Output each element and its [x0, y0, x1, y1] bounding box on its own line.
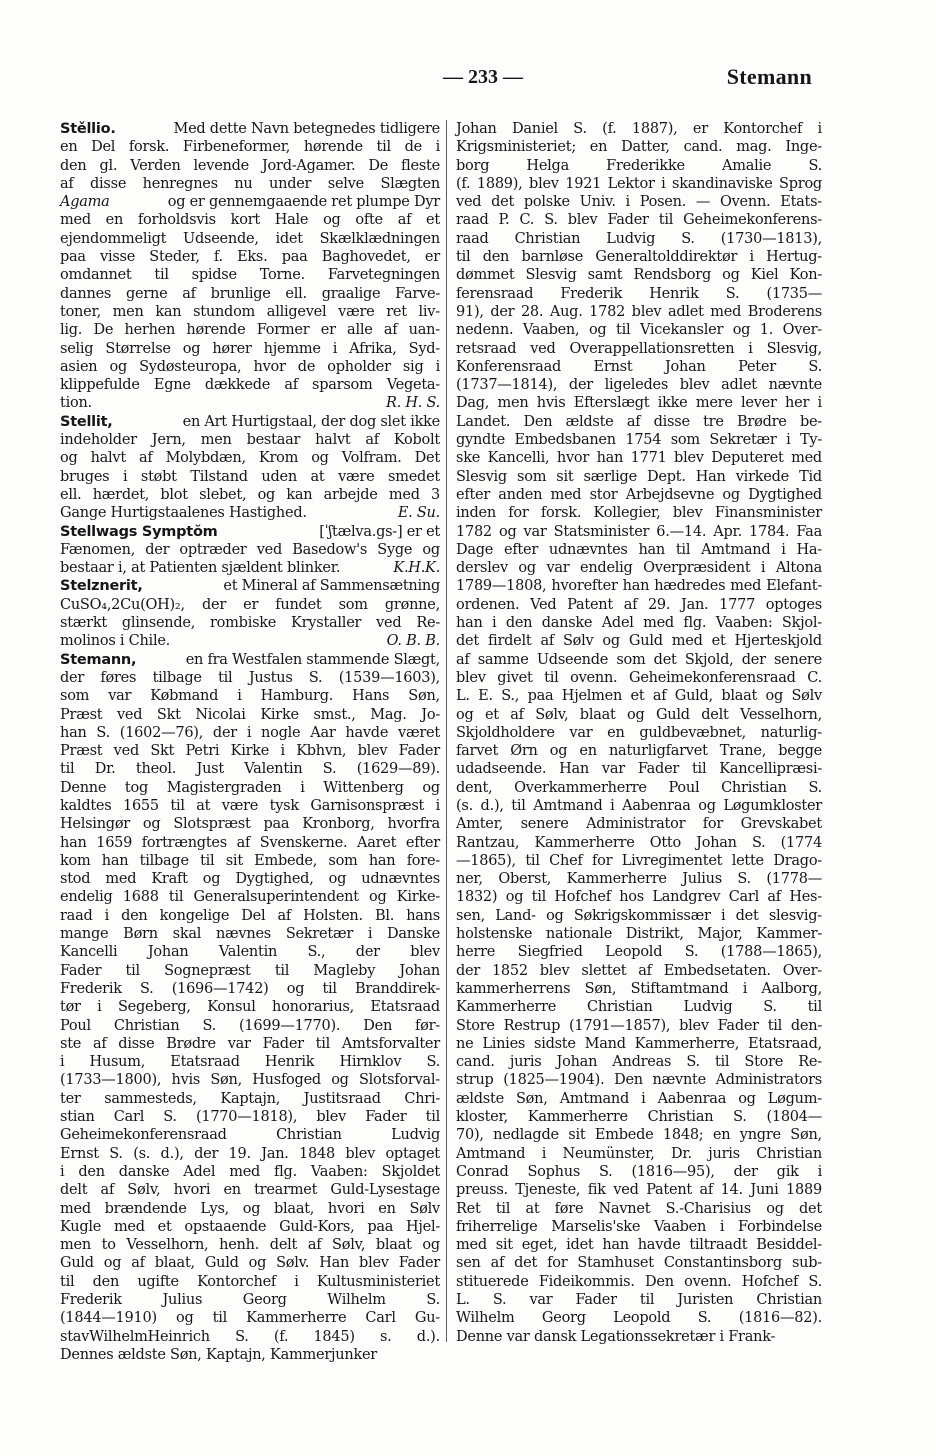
- text-line: Stelznerit, et Mineral af Sammensætning: [60, 578, 440, 595]
- text-line: 1832) og til Hofchef hos Landgrev Carl af Hes-: [456, 889, 822, 906]
- text-line: Helsingør og Slotspræst paa Kronborg, hvorfra: [60, 816, 440, 833]
- text-line: der føres tilbage til Justus S. (1539—1603),: [60, 669, 440, 686]
- text-line: Krigsministeriet; en Datter, cand. mag. Inge-: [456, 139, 822, 156]
- text-line: Denne var dansk Legationssekretær i Frank-: [456, 1328, 776, 1345]
- text-line: gyndte Embedsbanen 1754 som Sekretær i Ty-: [456, 432, 822, 449]
- text-line: Johan Daniel S. (f. 1887), er Kontorchef i: [456, 121, 822, 137]
- text-line: til den ugifte Kontorchef i Kultusministeriet: [60, 1273, 440, 1290]
- text-line: den gl. Verden levende Jord-Agamer. De fleste: [60, 157, 440, 174]
- headword-stellit: Stellit,: [60, 413, 113, 430]
- text-line: raad i den kongelige Del af Holsten. Bl. hans: [60, 907, 440, 924]
- headword-stellio: Stěllio.: [60, 121, 116, 137]
- text-line: ter sammesteds, Kaptajn, Justitsraad Chri-: [60, 1090, 440, 1107]
- text-line: Konferensraad Ernst Johan Peter S.: [456, 358, 822, 375]
- text-line: stituerede Fideikommis. Den ovenn. Hofchef S.: [456, 1273, 822, 1290]
- text-line: til Dr. theol. Just Valentin S. (1629—89).: [60, 761, 440, 778]
- text-line: ner, Oberst, Kammerherre Julius S. (1778—: [456, 871, 822, 888]
- text-line: Dennes ældste Søn, Kaptajn, Kammerjunker: [60, 1346, 377, 1363]
- text-line: ste af disse Brødre var Fader til Amtsforvalter: [60, 1035, 440, 1052]
- text-line: derslev og var endelig Overpræsident i Altona: [456, 560, 822, 577]
- text-line: sen, Land- og Søkrigskommissær i det slesvig-: [456, 907, 822, 924]
- text-line: Kugle med et opstaaende Guld-Kors, paa Hjel-: [60, 1218, 440, 1235]
- text-line: Stemann, en fra Westfalen stammende Slægt,: [60, 651, 440, 668]
- column-divider: [446, 120, 447, 1342]
- text-line: herre Siegfried Leopold S. (1788—1865),: [456, 944, 822, 961]
- text-line: kaldtes 1655 til at være tysk Garnisonspræst i: [60, 797, 440, 814]
- text-line: L. S. var Fader til Juristen Christian: [456, 1292, 822, 1308]
- left-column: [60, 120, 440, 1364]
- text-line: ferensraad Frederik Henrik S. (1735—: [456, 285, 822, 302]
- text-line: og halvt af Molybdæn, Krom og Volfram. Det: [60, 450, 440, 467]
- text-line: preuss. Tjeneste, fik ved Patent af 14. Juni 1889: [456, 1182, 822, 1199]
- text-line: mange Børn skal nævnes Sekretær i Danske: [60, 926, 440, 943]
- text-line: kammerherrens Søn, Stiftamtmand i Aalborg,: [456, 980, 822, 997]
- text-line: Amter, senere Administrator for Grevskabet: [456, 816, 822, 833]
- text-line: han i den danske Adel med flg. Vaaben: Skjol-: [456, 615, 822, 632]
- text-line: bestaar i, at Patienten sjældent blinker. K.H.K.: [60, 560, 440, 577]
- italic-genus: Agama: [60, 194, 110, 211]
- text-line: i Husum, Etatsraad Henrik Hirnklov S.: [60, 1054, 440, 1071]
- text-line: Kammerherre Christian Ludvig S. til: [456, 999, 822, 1016]
- text-line: dent, Overkammerherre Poul Christian S.: [456, 779, 822, 796]
- text-line: inden for forsk. Kollegier, blev Finansminister: [456, 505, 822, 522]
- text-line: 1789—1808, hvorefter han hædredes med Elefant-: [456, 578, 822, 595]
- text-line: Ret til at føre Navnet S.-Charisius og det: [456, 1200, 822, 1217]
- text-line: asien og Sydøsteuropa, hvor de opholder sig i: [60, 358, 440, 375]
- text-line: strup (1825—1904). Den nævnte Administrators: [456, 1072, 822, 1089]
- text-line: —1865), til Chef for Livregimentet lette Drago-: [456, 852, 822, 869]
- text-line: udadseende. Han var Fader til Kancellipræsi-: [456, 761, 822, 778]
- text-line: efter anden med stor Arbejdsevne og Dygtighed: [456, 486, 822, 503]
- text-line: ældste Søn, Amtmand i Aabenraa og Løgum-: [456, 1090, 822, 1107]
- text-line: friherrelige Marselis'ske Vaaben i Forbindelse: [456, 1218, 822, 1235]
- text-line: tion. R. H. S.: [60, 395, 440, 412]
- text-line: ordenen. Ved Patent af 29. Jan. 1777 optoges: [456, 596, 822, 613]
- text-line: (s. d.), til Amtmand i Aabenraa og Løgumkloster: [456, 797, 822, 814]
- text-line: i den danske Adel med flg. Vaaben: Skjoldet: [60, 1163, 440, 1180]
- text-line: Fader til Sognepræst til Magleby Johan: [60, 962, 440, 979]
- text-line: Agama og er gennemgaaende ret plumpe Dyr: [60, 194, 440, 211]
- text-line: Stellwags Symptŏm [ˈʃtælva.gs-] er et: [60, 523, 440, 540]
- text-line: dømmet Slesvig samt Rendsborg og Kiel Kon-: [456, 267, 822, 284]
- text-line: der 1852 blev slettet af Embedsetaten. Over-: [456, 962, 822, 979]
- text-line: det firdelt af Sølv og Guld med et Hjerteskjold: [456, 633, 822, 650]
- text-line: kom han tilbage til sit Embede, som han fore-: [60, 852, 440, 869]
- text-line: men to Vesselhorn, henh. delt af Sølv, blaat og: [60, 1237, 440, 1254]
- text-line: CuSO₄,2Cu(OH)₂, der er fundet som grønne,: [60, 596, 440, 613]
- author-signature: K.H.K.: [393, 560, 440, 577]
- text-line: Dage efter udnævntes han til Amtmand i Ha-: [456, 541, 822, 558]
- text-line: ne Linies sidste Mand Kammerherre, Etatsraad,: [456, 1035, 822, 1052]
- text-line: Gange Hurtigstaalenes Hastighed. E. Su.: [60, 505, 440, 522]
- author-signature: R. H. S.: [385, 395, 440, 412]
- text-line: retsraad ved Overappellationsretten i Slesvig,: [456, 340, 822, 357]
- text-line: Guld og af blaat, Guld og Sølv. Han blev Fader: [60, 1255, 440, 1272]
- text-line: Denne tog Magistergraden i Wittenberg og: [60, 779, 440, 796]
- text-line: stavWilhelmHeinrich S. (f. 1845) s. d.).: [60, 1328, 440, 1345]
- text-line: Skjoldholdere var en guldbevæbnet, naturlig-: [456, 724, 822, 741]
- text-line: Landet. Den ældste af disse tre Brødre be-: [456, 413, 822, 430]
- text-line: Dag, men hvis Efterslægt ikke mere lever her i: [456, 395, 822, 412]
- text-line: molinos i Chile. O. B. B.: [60, 633, 440, 650]
- text-line: Ernst S. (s. d.), der 19. Jan. 1848 blev optaget: [60, 1145, 440, 1162]
- text-line: Wilhelm Georg Leopold S. (1816—82).: [456, 1310, 822, 1327]
- author-signature: O. B. B.: [386, 633, 440, 650]
- text-line: ell. hærdet, blot slebet, og kan arbejde med 3: [60, 486, 440, 503]
- text-line: klippefulde Egne dækkede af sparsom Vegeta-: [60, 377, 440, 394]
- text-line: (1733—1800), hvis Søn, Husfoged og Slotsforval-: [60, 1072, 440, 1089]
- text-line: af disse henregnes nu under selve Slægten: [60, 175, 440, 192]
- text-line: blev givet til ovenn. Geheimekonferensraad C.: [456, 669, 822, 686]
- text-line: holstenske nationale Distrikt, Major, Kammer-: [456, 926, 822, 943]
- text-line: raad Christian Ludvig S. (1730—1813),: [456, 230, 822, 247]
- text-line: han 1659 fortrængtes af Svenskerne. Aaret efter: [60, 834, 440, 851]
- text-line: ske Kancelli, hvor han 1771 blev Deputeret med: [456, 450, 822, 467]
- text-line: til den barnløse Generaltolddirektør i Hertug-: [456, 249, 822, 266]
- text-line: ved det polske Univ. i Posen. — Ovenn. Etats-: [456, 194, 822, 211]
- text-line: med en forholdsvis kort Hale og ofte af et: [60, 212, 440, 229]
- text-line: Rantzau, Kammerherre Otto Johan S. (1774: [456, 834, 822, 851]
- text-line: Frederik S. (1696—1742) og til Branddirek-: [60, 980, 440, 997]
- text-line: stian Carl S. (1770—1818), blev Fader til: [60, 1109, 440, 1126]
- text-line: tør i Segeberg, Konsul honorarius, Etatsraad: [60, 999, 440, 1016]
- text-line: cand. juris Johan Andreas S. til Store Re-: [456, 1054, 822, 1071]
- text-line: stærkt glinsende, rombiske Krystaller ved Re-: [60, 615, 440, 632]
- text-line: Store Restrup (1791—1857), blev Fader til den-: [456, 1017, 822, 1034]
- text-line: nedenn. Vaaben, og til Vicekansler og 1. Over-: [456, 322, 822, 339]
- text-line: borg Helga Frederikke Amalie S.: [456, 157, 822, 174]
- text-line: og et af Sølv, blaat og Guld delt Vesselhorn,: [456, 706, 822, 723]
- stemann-left-body: [60, 669, 440, 1364]
- text-line: raad P. C. S. blev Fader til Geheimekonferens-: [456, 212, 822, 229]
- text-line: 1782 og var Statsminister 6.—14. Apr. 1784. Faa: [456, 523, 822, 540]
- text-line: Kancelli Johan Valentin S., der blev: [60, 944, 440, 961]
- author-signature: E. Su.: [397, 505, 440, 522]
- text-line: ejendommeligt Udseende, idet Skælklædningen: [60, 230, 440, 247]
- text-line: Stěllio. Med dette Navn betegnedes tidligere: [60, 121, 440, 137]
- right-column: [456, 120, 822, 1346]
- text-line: (f. 1889), blev 1921 Lektor i skandinaviske Sprog: [456, 175, 822, 192]
- text-line: omdannet til spidse Torne. Farvetegningen: [60, 267, 440, 284]
- text-line: (1844—1910) og til Kammerherre Carl Gu-: [60, 1310, 440, 1327]
- text-line: med sit eget, idet han havde tiltraadt Besiddel-: [456, 1237, 822, 1254]
- text-line: farvet Ørn og en naturligfarvet Trane, begge: [456, 743, 822, 760]
- text-line: Præst ved Skt Nicolai Kirke smst., Mag. Jo-: [60, 706, 440, 723]
- page-number: — 233 —: [443, 66, 523, 88]
- text-line: bruges i støbt Tilstand uden at være smedet: [60, 468, 440, 485]
- text-line: Slesvig som sit særlige Dept. Han virkede Tid: [456, 468, 822, 485]
- text-line: paa visse Steder, f. Eks. paa Baghovedet, er: [60, 249, 440, 266]
- text-line: en Del forsk. Firbeneformer, hørende til de i: [60, 139, 440, 156]
- headword-stellwags: Stellwags Symptŏm: [60, 523, 218, 540]
- text-line: L. E. S., paa Hjelmen et af Guld, blaat og Sølv: [456, 688, 822, 705]
- text-line: Fænomen, der optræder ved Basedow's Syge og: [60, 541, 440, 558]
- page-header: [58, 64, 812, 98]
- text-line: delt af Sølv, hvori en trearmet Guld-Lysestage: [60, 1182, 440, 1199]
- text-line: Amtmand i Neumünster, Dr. juris Christian: [456, 1145, 822, 1162]
- headword-stelznerit: Stelznerit,: [60, 578, 143, 595]
- text-line: lig. De herhen hørende Former er alle af uan-: [60, 322, 440, 339]
- running-head: Stemann: [726, 64, 812, 89]
- text-line: Frederik Julius Georg Wilhelm S.: [60, 1292, 440, 1308]
- text-line: (1737—1814), der ligeledes blev adlet nævnte: [456, 377, 822, 394]
- text-line: 70), nedlagde sit Embede 1848; en yngre Søn,: [456, 1127, 822, 1144]
- text-line: 91), der 28. Aug. 1782 blev adlet med Broderens: [456, 303, 822, 320]
- text-line: Præst ved Skt Petri Kirke i Kbhvn, blev Fader: [60, 743, 440, 760]
- text-line: med brændende Lys, og blaat, hvori en Sølv: [60, 1200, 440, 1217]
- text-line: han S. (1602—76), der i nogle Aar havde været: [60, 724, 440, 741]
- headword-stemann: Stemann,: [60, 651, 137, 668]
- text-line: som var Købmand i Hamburg. Hans Søn,: [60, 688, 440, 705]
- text-line: Conrad Sophus S. (1816—95), der gik i: [456, 1163, 822, 1180]
- text-line: Geheimekonferensraad Christian Ludvig: [60, 1127, 440, 1144]
- text-line: selig Størrelse og hører hjemme i Afrika, Syd-: [60, 340, 440, 357]
- stemann-right-body: [456, 120, 822, 1346]
- text-line: af samme Udseende som det Skjold, der senere: [456, 651, 822, 668]
- text-line: dannes gerne af brunlige ell. graalige Farve-: [60, 285, 440, 302]
- text-line: sen af det for Stamhuset Constantinsborg sub-: [456, 1255, 822, 1272]
- text-line: endelig 1688 til Generalsuperintendent og Kirke-: [60, 889, 440, 906]
- text-line: Stellit, en Art Hurtigstaal, der dog slet ikke: [60, 413, 440, 430]
- text-line: indeholder Jern, men bestaar halvt af Kobolt: [60, 432, 440, 449]
- text-line: stod med Kraft og Dygtighed, og udnævntes: [60, 871, 440, 888]
- text-line: Poul Christian S. (1699—1770). Den før-: [60, 1017, 440, 1034]
- text-line: kloster, Kammerherre Christian S. (1804—: [456, 1109, 822, 1126]
- text-line: toner, men kan stundom alligevel være ret liv-: [60, 303, 440, 320]
